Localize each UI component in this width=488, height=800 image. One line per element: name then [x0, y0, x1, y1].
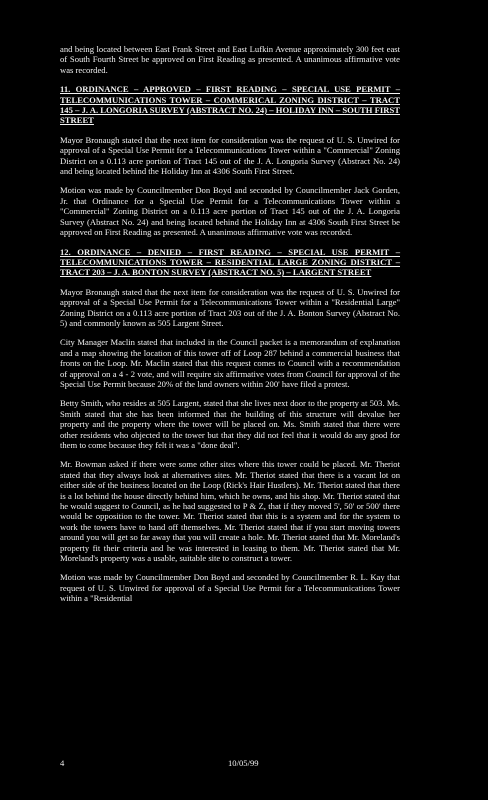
paragraph-item-11-motion: Motion was made by Councilmember Don Boyd and seconded by Councilmember Jack Gorden, Jr. that Ordinance for a Special Use Permit for a Telecommunications Tower within a "Commercial" Zoning District on a 0.113 acre portion of Tract 145 out of the J. A. Longoria Survey (Abstract No. 24) and being located behind the Holiday Inn at 4306 South First Street be approved on First Reading as presented. A unanimous affirmative vote was recorded.: [60, 185, 400, 238]
document-body: [60, 44, 400, 613]
paragraph-city-manager: City Manager Maclin stated that included in the Council packet is a memorandum of explanation and a map showing the location of this tower off of Loop 287 behind a commercial business that fronts on the Loop. Mr. Maclin stated that this request comes to Council with a recommendation of approval on a 4 - 2 vote, and will require six affirmative votes from Council for approval of the Special Use Permit because 20% of the land owners within 200' have filed a protest.: [60, 337, 400, 389]
paragraph-item-12-motion: Motion was made by Councilmember Don Boyd and seconded by Councilmember R. L. Kay that request of U. S. Unwired for approval of a Special Use Permit for a Telecommunications Tower within a "Residential: [60, 572, 400, 604]
paragraph-betty-smith: Betty Smith, who resides at 505 Largent, stated that she lives next door to the property at 503. Ms. Smith stated that she has been informed that the building of this structure will devalue her property and the property where the tower will be placed on. Ms. Smith stated that there were other residents who objected to the tower but that they did not feel that it would do any good for them to come because they felt it was a "done deal".: [60, 398, 400, 450]
paragraph-continuation: and being located between East Frank Street and East Lufkin Avenue approximately 300 feet east of South Fourth Street be approved on First Reading as presented. A unanimous affirmative vote was recorded.: [60, 44, 400, 75]
paragraph-item-11-request: Mayor Bronaugh stated that the next item for consideration was the request of U. S. Unwired for approval of a Special Use Permit for a Telecommunications Tower within a "Commercial" Zoning District on a 0.113 acre portion of Tract 145 out of the J. A. Longoria Survey (Abstract No. 24) and being located behind the Holiday Inn at 4306 South First Street.: [60, 134, 400, 177]
paragraph-theriot: Mr. Bowman asked if there were some other sites where this tower could be placed. Mr. Theriot stated that they always look at alternatives sites. Mr. Theriot stated that there is a vacant lot on either side of the business located on the Loop (Rick's Hair Hustlers). Mr. Theriot stated that there is a lot behind the house directly behind him, which he owns, and his shop. Mr. Theriot stated that he would suggest to Council, as he had suggested to P & Z, that if they moved 5', 50' or 500' there would be opposition to the tower. Mr. Theriot stated that this is a system and for the system to work the towers have to hand off themselves. Mr. Theriot stated that if you start moving towers around you will get so far away that you will create a hole. Mr. Theriot stated that Mr. Moreland's property fit their criteria and he was interested in leasing to them. Mr. Theriot stated that Mr. Moreland's property was a usable, suitable site to construct a tower.: [60, 459, 400, 564]
page-number: 4: [60, 758, 65, 768]
footer-date: 10/05/99: [228, 758, 259, 768]
paragraph-item-12-request: Mayor Bronaugh stated that the next item for consideration was the request of U. S. Unwired for approval of a Special Use Permit for a Telecommunications Tower within a "Residential Large" Zoning District on a 0.113 acre portion of Tract 203 out of the J. A. Bonton Survey (Abstract No. 5) and commonly known as 505 Largent Street.: [60, 286, 400, 328]
agenda-item-11-heading: 11. ORDINANCE – APPROVED – FIRST READING – SPECIAL USE PERMIT – TELECOMMUNICATIONS TOWER – COMMERICAL ZONING DISTRICT – TRACT 145 – J. A. LONGORIA SURVEY (ABSTRACT NO. 24) – HOLIDAY INN – SOUTH FIRST STREET: [60, 84, 400, 126]
agenda-item-12-heading: 12. ORDINANCE – DENIED – FIRST READING – SPECIAL USE PERMIT – TELECOMMUNICATIONS TOWER – RESIDENTIAL LARGE ZONING DISTRICT – TRACT 203 – J. A. BONTON SURVEY (ABSTRACT NO. 5) – LARGENT STREET: [60, 246, 400, 278]
